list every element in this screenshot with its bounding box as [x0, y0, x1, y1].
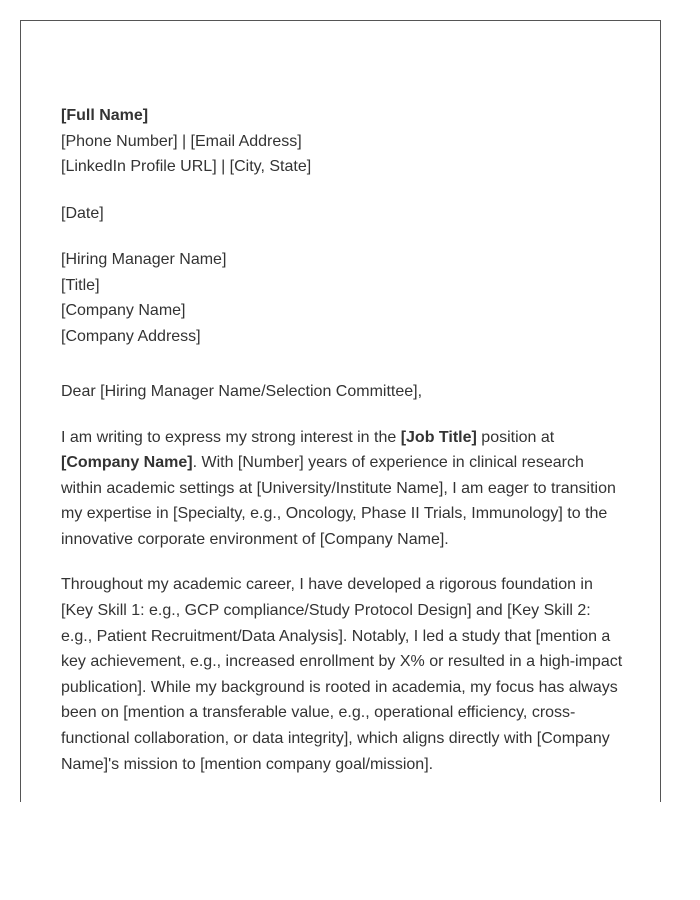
cover-letter-body — [61, 103, 626, 777]
paragraph-1-rest: . With [Number] years of experience in clinical research within academic settings at [University/Institute Name], I am eager to transition my expertise in [Specialty, e.g., Oncology, Phase II Trials, Immunology] to the innovative corporate environment of [Company Name]. — [61, 454, 616, 548]
recipient-company: [Company Name] — [61, 302, 186, 319]
salutation: Dear [Hiring Manager Name/Selection Committee], — [61, 383, 423, 400]
recipient-block — [61, 247, 626, 349]
letter-date: [Date] — [61, 204, 104, 222]
paragraph-1-position-at: position at — [476, 428, 555, 446]
company-name-placeholder: [Company Name] — [61, 454, 193, 472]
location-line: [LinkedIn Profile URL] | [City, State] — [61, 158, 312, 175]
contact-line: [Phone Number] | [Email Address] — [61, 132, 302, 150]
job-title-placeholder: [Job Title] — [400, 428, 477, 446]
document-page — [20, 20, 661, 802]
paragraph-2: Throughout my academic career, I have developed a rigorous foundation in [Key Skill 1: e.g., GCP compliance/Study Protocol Design] and [Key Skill 2: e.g., Patient Recruitment/Data Analysis]. Notably, I led a study that [mention a key achievement, e.g., increased enrollment by X% or resulted in a high-impact publication]. While my background is rooted in academia, my focus has always been on [mention a transferable value, e.g., operational efficiency, cross-functional collaboration, or data integrity], which aligns directly with [Company Name]'s mission to [mention company goal/mission]. — [61, 576, 623, 773]
recipient-name: [Hiring Manager Name] — [61, 251, 227, 268]
full-name: [Full Name] — [61, 107, 149, 124]
paragraph-1-intro: I am writing to express my strong interest in the — [61, 428, 401, 446]
recipient-title: [Title] — [61, 276, 100, 294]
paragraph-1 — [61, 425, 626, 553]
recipient-address: [Company Address] — [61, 327, 201, 345]
